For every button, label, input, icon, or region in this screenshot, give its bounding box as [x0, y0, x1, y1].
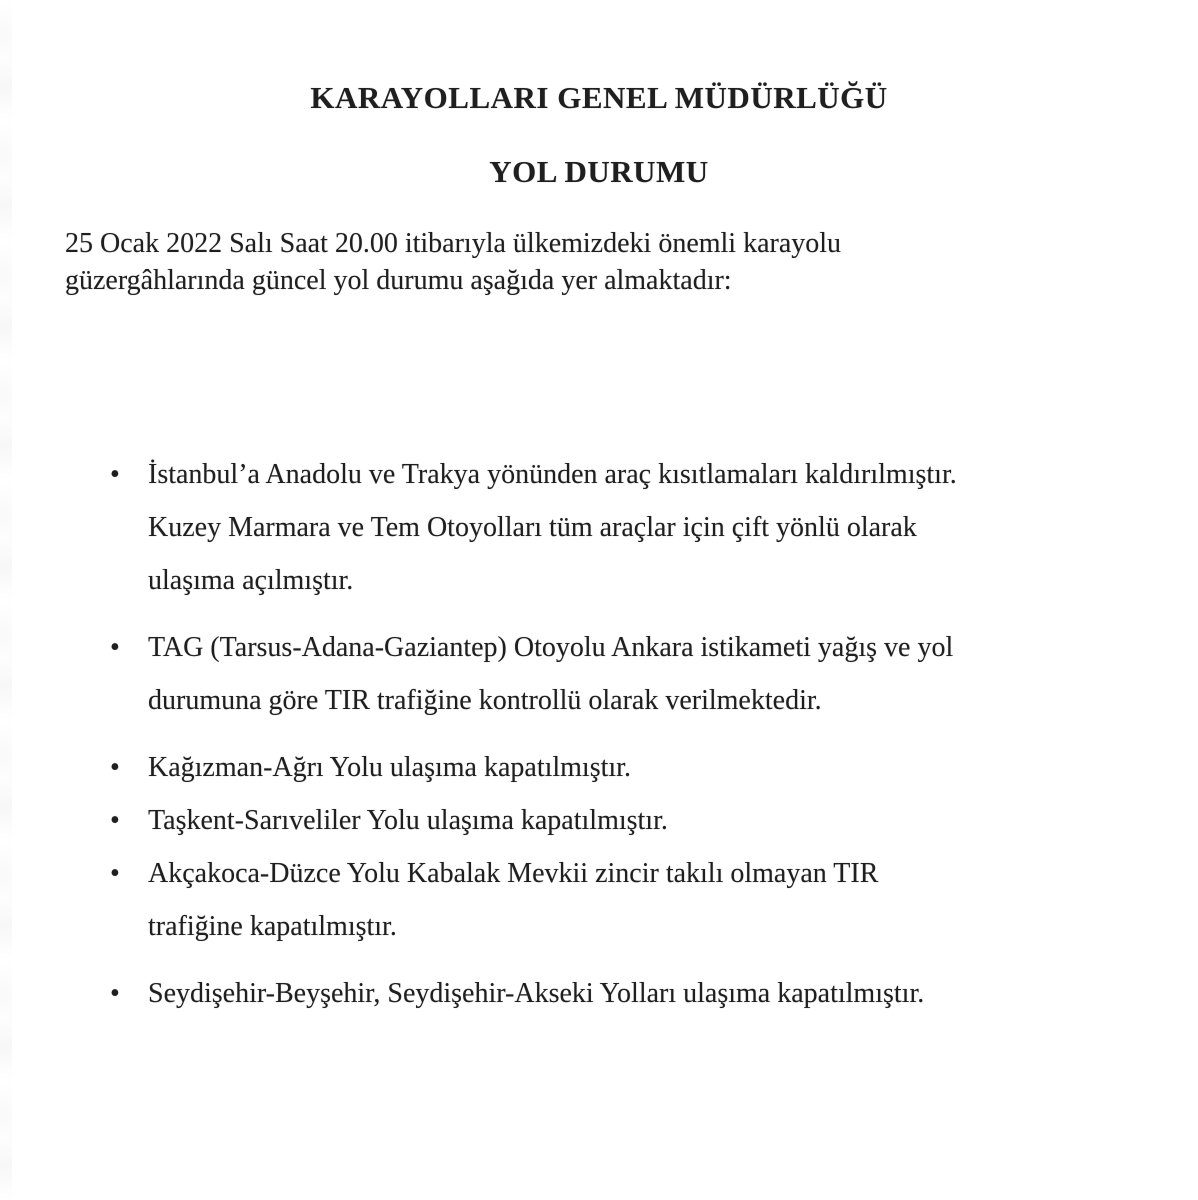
bullet-icon: • — [110, 858, 120, 889]
list-item-line: Taşkent-Sarıveliler Yolu ulaşıma kapatılmıştır. — [148, 805, 668, 836]
bullet-icon: • — [110, 805, 120, 836]
list-item-line: Seydişehir-Beyşehir, Seydişehir-Akseki Yolları ulaşıma kapatılmıştır. — [148, 978, 925, 1009]
bullet-icon: • — [110, 459, 120, 490]
list-item-line: durumuna göre TIR trafiğine kontrollü olarak verilmektedir. — [148, 685, 822, 716]
list-item — [108, 967, 1138, 1020]
intro-line: güzergâhlarında güncel yol durumu aşağıda yer almaktadır: — [65, 265, 732, 296]
intro-paragraph — [65, 225, 1128, 299]
list-item-line: İstanbul’a Anadolu ve Trakya yönünden araç kısıtlamaları kaldırılmıştır. — [148, 459, 957, 490]
bullet-icon: • — [110, 978, 120, 1009]
list-item — [108, 847, 1138, 953]
list-item — [108, 794, 1138, 847]
list-item-line: Akçakoca-Düzce Yolu Kabalak Mevkii zincir takılı olmayan TIR — [148, 858, 879, 889]
list-item-line: Kuzey Marmara ve Tem Otoyolları tüm araçlar için çift yönlü olarak — [148, 512, 917, 543]
list-item-line: TAG (Tarsus-Adana-Gaziantep) Otoyolu Ankara istikameti yağış ve yol — [148, 632, 954, 663]
document-subtitle: YOL DURUMU — [489, 154, 709, 189]
document-title: KARAYOLLARI GENEL MÜDÜRLÜĞÜ — [310, 80, 888, 115]
list-item-line: ulaşıma açılmıştır. — [148, 565, 354, 596]
list-item — [108, 741, 1138, 794]
list-item — [108, 448, 1138, 607]
intro-line: 25 Ocak 2022 Salı Saat 20.00 itibarıyla ülkemizdeki önemli karayolu — [65, 228, 842, 259]
list-item-line: Kağızman-Ağrı Yolu ulaşıma kapatılmıştır. — [148, 752, 631, 783]
road-status-list — [108, 448, 1138, 1020]
list-item-line: trafiğine kapatılmıştır. — [148, 911, 397, 942]
bullet-icon: • — [110, 752, 120, 783]
bullet-icon: • — [110, 632, 120, 663]
list-item — [108, 621, 1138, 727]
